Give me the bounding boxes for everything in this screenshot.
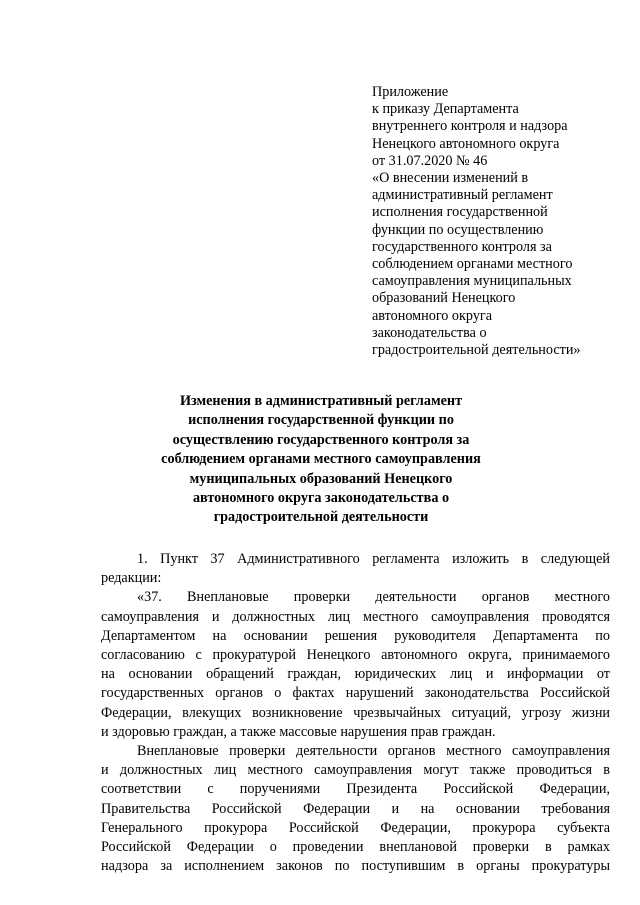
- document-title: [96, 392, 546, 528]
- appendix-line: самоуправления муниципальных: [372, 273, 572, 290]
- appendix-line: административный регламент: [372, 187, 553, 204]
- title-line: осуществлению государственного контроля за: [172, 431, 470, 448]
- appendix-line: градостроительной деятельности»: [372, 342, 581, 359]
- appendix-line: законодательства о: [372, 324, 487, 341]
- appendix-line: образований Ненецкого: [372, 290, 516, 307]
- title-line: исполнения государственной функции по: [188, 412, 454, 429]
- body-line: и здоровью граждан, а также массовые нарушения прав граждан.: [101, 723, 496, 740]
- title-line: автономного округа законодательства о: [192, 490, 450, 507]
- body-line: и должностных лиц местного самоуправления могут также проводиться в: [101, 762, 610, 779]
- appendix-line: Приложение: [372, 84, 449, 100]
- appendix-line: от 31.07.2020 № 46: [372, 152, 488, 169]
- body-line: «37. Внеплановые проверки деятельности органов местного: [137, 589, 610, 606]
- body-line: Внеплановые проверки деятельности органов местного самоуправления: [137, 743, 610, 760]
- appendix-header: [372, 84, 622, 359]
- appendix-line: исполнения государственной: [372, 204, 548, 221]
- body-line: государственных органов о фактах нарушений законодательства Российской: [101, 685, 610, 702]
- title-line: соблюдением органами местного самоуправления: [161, 451, 481, 468]
- body-line: надзора за исполнением законов по поступившим в органы прокуратуры: [101, 858, 610, 875]
- body-line: Правительства Российской Федерации и на основании требования: [101, 800, 610, 817]
- body-line: на основании обращений граждан, юридических лиц и информации от: [101, 666, 610, 683]
- body-line: 1. Пункт 37 Административного регламента изложить в следующей: [137, 551, 610, 567]
- body-line: Российской Федерации о проведении внеплановой проверки в рамках: [101, 839, 610, 856]
- title-line: градостроительной деятельности: [213, 509, 429, 526]
- appendix-line: функции по осуществлению: [372, 221, 544, 238]
- body-line: самоуправления и должностных лиц местного самоуправления проводятся: [101, 608, 610, 625]
- body-line: Департаментом на основании решения руководителя Департамента по: [101, 627, 610, 644]
- appendix-line: государственного контроля за: [372, 238, 552, 255]
- body-line: соответствии с поручениями Президента Российской Федерации,: [101, 781, 610, 798]
- appendix-line: внутреннего контроля и надзора: [372, 118, 568, 135]
- body-line: согласованию с прокуратурой Ненецкого автономного округа, принимаемого: [101, 647, 610, 664]
- body-line: Федерации, влекущих возникновение чрезвычайных ситуаций, угрозу жизни: [101, 704, 610, 721]
- body-line: Генерального прокурора Российской Федерации, прокурора субъекта: [101, 819, 610, 836]
- appendix-line: автономного округа: [372, 307, 493, 324]
- body-line: редакции:: [101, 570, 162, 587]
- title-line: Изменения в административный регламент: [179, 393, 463, 409]
- appendix-line: соблюдением органами местного: [372, 256, 573, 273]
- appendix-line: к приказу Департамента: [372, 101, 519, 118]
- title-line: муниципальных образований Ненецкого: [189, 470, 453, 487]
- appendix-line: «О внесении изменений в: [372, 170, 529, 187]
- appendix-line: Ненецкого автономного округа: [372, 135, 560, 152]
- document-body: [101, 550, 610, 876]
